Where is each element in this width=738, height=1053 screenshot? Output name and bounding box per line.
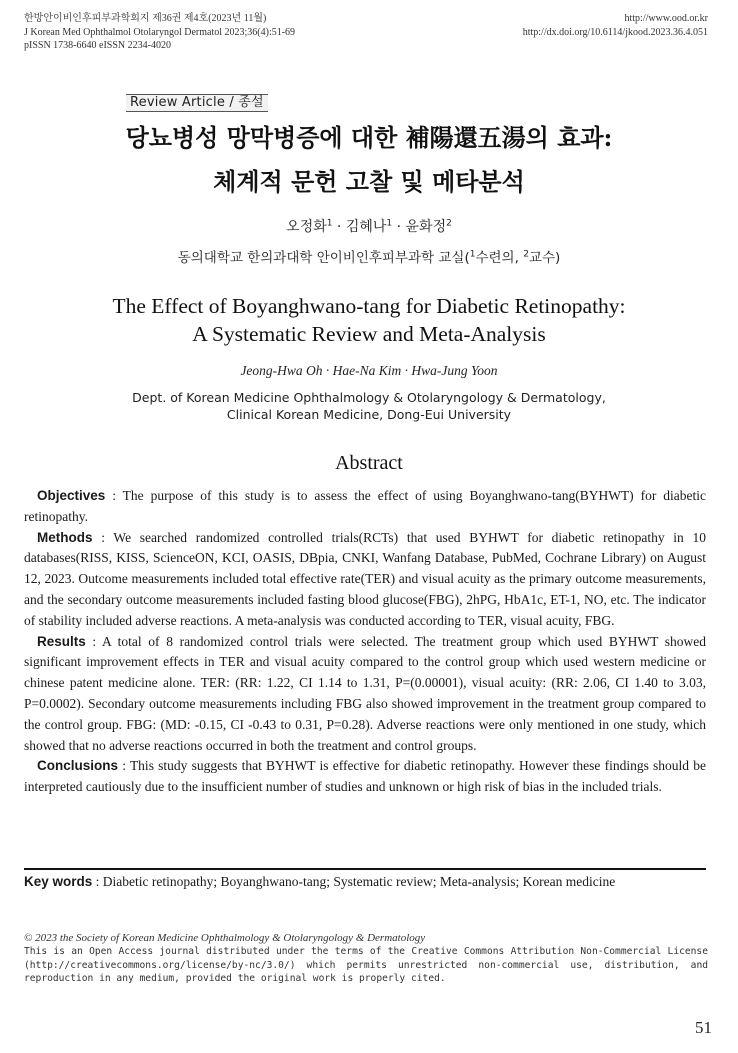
license-text: This is an Open Access journal distributed under the terms of the Creative Commons Attribution Non-Commercial License (http://creativecommons.org/license/by-nc/3.0/) which permits unrestricted non-commercial use, distribution, and reproduction in any medium, provided the original work is properly cited. (24, 946, 708, 985)
journal-url[interactable]: http://www.ood.or.kr (624, 13, 708, 24)
english-title (0, 292, 738, 348)
abstract-conclusions (24, 756, 706, 798)
keywords (24, 868, 706, 891)
affiliation-main: 동의대학교 한의과대학 안이비인후피부과학 교실( (177, 250, 470, 266)
english-authors: Jeong-Hwa Oh · Hae-Na Kim · Hwa-Jung Yoon (240, 363, 498, 378)
objectives-text: : The purpose of this study is to assess the effect of using Boyanghwano-tang(BYHWT) for diabetic retinopathy. (24, 488, 706, 524)
copyright-notice (24, 932, 708, 986)
english-affiliation-line1: Dept. of Korean Medicine Ophthalmology & Otolaryngology & Dermatology, (132, 390, 606, 405)
journal-header-left (24, 12, 295, 53)
affiliation-sup-1: 1 (469, 249, 476, 260)
methods-text: : We searched randomized controlled trials(RCTs) that used BYHWT for diabetic retinopathy in 10 databases(RISS, KISS, ScienceON, KCI, OASIS, DBpia, CNKI, Wanfang Database, PubMed, Cochrane Library) on August 12, 2023. Outcome measurements included total effective rate(TER) and visual acuity as the primary outcome measurements, and the secondary outcome measurements included fasting blood glucose(FBG), 2hPG, HbA1c, ET-1, NO, etc. The indicator of stability included adverse reactions. A meta-analysis was conducted according to TER, visual acuity, FBG. (24, 529, 706, 628)
copyright-line: © 2023 the Society of Korean Medicine Ophthalmology & Otolaryngology & Dermatology (24, 932, 426, 944)
author-separator: · (332, 219, 346, 235)
author-1: 오정화 (286, 219, 327, 235)
korean-title (0, 116, 738, 204)
doi-link[interactable]: http://dx.doi.org/10.6114/jkood.2023.36.4.051 (522, 26, 708, 38)
objectives-label: Objectives (37, 488, 106, 503)
korean-authors (0, 216, 738, 236)
abstract-heading: Abstract (335, 452, 403, 474)
author-3-affil: 2 (446, 218, 452, 229)
author-1-affil: 1 (326, 218, 333, 229)
english-title-line2: A Systematic Review and Meta-Analysis (192, 322, 546, 346)
journal-name-korean: 한방안이비인후피부과학회지 제36권 제4호(2023년 11월) (24, 13, 267, 24)
methods-label: Methods (37, 529, 93, 545)
journal-header-right (523, 12, 708, 39)
keywords-text: : Diabetic retinopathy; Boyanghwano-tang; Systematic review; Meta-analysis; Korean medicine (92, 874, 616, 889)
english-affiliation (0, 389, 738, 423)
abstract-results (24, 632, 706, 757)
results-label: Results (37, 633, 86, 649)
author-separator: · (392, 219, 406, 235)
english-affiliation-line2: Clinical Korean Medicine, Dong-Eui University (226, 407, 512, 422)
abstract-objectives (24, 486, 706, 528)
journal-issn: pISSN 1738-6640 eISSN 2234-4020 (24, 40, 171, 51)
author-3: 윤화정 (405, 219, 447, 235)
page-number: 51 (695, 1018, 712, 1037)
keywords-label: Key words (24, 874, 93, 889)
results-text: : A total of 8 randomized control trials were selected. The treatment group which used BYHWT showed significant improvement effects in TER and visual acuity compared to the control group which used western medicine or chinese patent medicine alone. TER: (RR: 1.22, CI 1.14 to 1.31, P=(0.00001), visual acuity: (RR: 2.06, CI 1.40 to 3.03, P=0.0002). Secondary outcome measurements including FBG also showed improvement in the treatment group compared to the control group. FBG: (MD: -0.15, CI -0.43 to 0.31, P=0.28). Adverse reactions were only mentioned in one study, which showed that no adverse reactions occurred in both the treatment and control groups. (24, 633, 706, 753)
author-2: 김혜나 (345, 219, 387, 235)
conclusions-label: Conclusions (37, 758, 119, 774)
affiliation-sup-2: 2 (523, 249, 529, 260)
english-title-line1: The Effect of Boyanghwano-tang for Diabetic Retinopathy: (112, 294, 626, 318)
author-2-affil: 1 (386, 218, 393, 229)
abstract-methods (24, 528, 706, 632)
korean-title-line2: 체계적 문헌 고찰 및 메타분석 (213, 167, 525, 196)
abstract-body (24, 486, 706, 798)
article-type-label: Review Article / 종설 (126, 94, 268, 112)
affiliation-role-2: 교수) (528, 250, 561, 266)
korean-title-line1: 당뇨병성 망막병증에 대한 補陽還五湯의 효과: (125, 123, 613, 152)
korean-affiliation (0, 246, 738, 266)
affiliation-role-1: 수련의, (475, 250, 524, 266)
conclusions-text: : This study suggests that BYHWT is effective for diabetic retinopathy. However these findings should be interpreted cautiously due to the insufficient number of studies and unknown or high risk of bias in the included trials. (24, 758, 706, 795)
journal-citation: J Korean Med Ophthalmol Otolaryngol Dermatol 2023;36(4):51-69 (24, 26, 296, 38)
